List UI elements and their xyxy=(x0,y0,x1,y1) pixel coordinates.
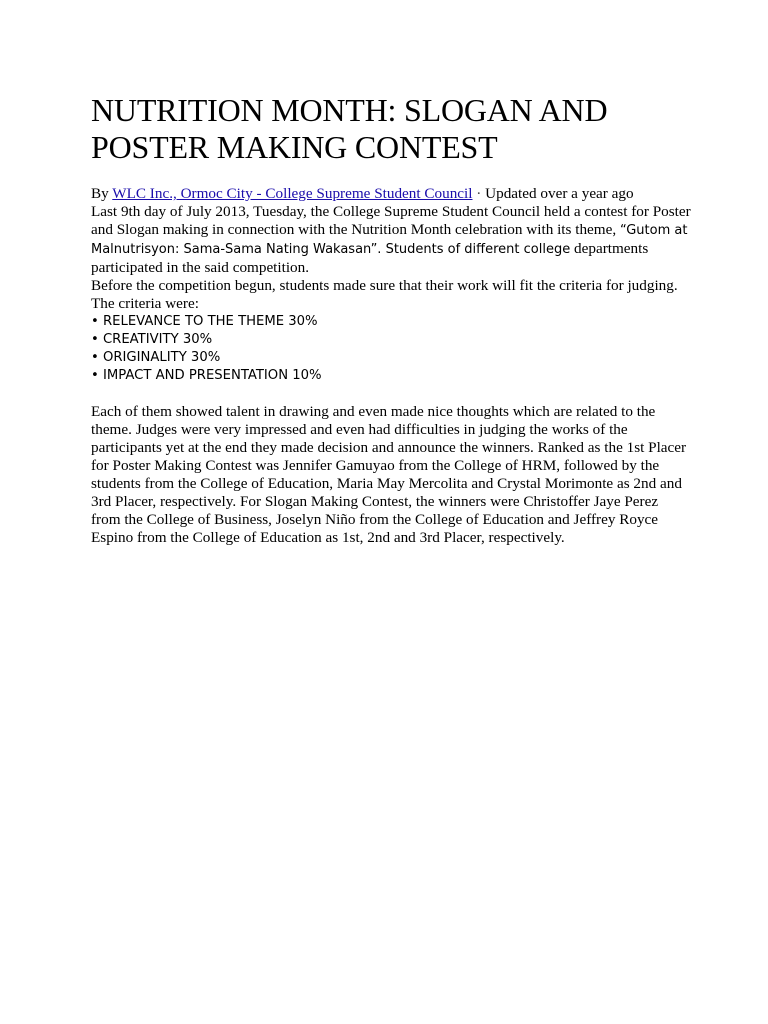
article-body xyxy=(91,185,691,547)
intro-continuation: departments participated in the said competition. xyxy=(91,240,649,276)
byline-prefix: By xyxy=(91,185,109,202)
author-link[interactable]: WLC Inc., Ormoc City - College Supreme Student Council xyxy=(112,185,473,202)
updated-text: Updated over a year ago xyxy=(485,185,634,202)
criteria-item: • CREATIVITY 30% xyxy=(91,332,213,347)
criteria-item: • IMPACT AND PRESENTATION 10% xyxy=(91,368,322,383)
article-title-line-2: POSTER MAKING CONTEST xyxy=(91,129,498,165)
criteria-intro: Before the competition begun, students made sure that their work will fit the criteria for judging. The criteria were: xyxy=(91,277,678,312)
theme-quote: “Gutom at Malnutrisyon: Sama-Sama Nating Wakasan”. Students of different college xyxy=(91,223,688,257)
closing-paragraph: Each of them showed talent in drawing and even made nice thoughts which are related to the theme. Judges were very impressed and even had difficulties in judging the works of the participants yet at the end they made decision and announce the winners. Ranked as the 1st Placer for Poster Making Contest was Jennifer Gamuyao from the College of HRM, followed by the students from the College of Education, Maria May Mercolita and Crystal Morimonte as 2nd and 3rd Placer, respectively. For Slogan Making Contest, the winners were Christoffer Jaye Perez from the College of Business, Joselyn Niño from the College of Education and Jeffrey Royce Espino from the College of Education as 1st, 2nd and 3rd Placer, respectively. xyxy=(91,403,687,546)
byline xyxy=(91,185,691,203)
criteria-list xyxy=(91,313,691,385)
article-title xyxy=(91,92,691,166)
criteria-item: • ORIGINALITY 30% xyxy=(91,350,221,365)
article-title-line-1: NUTRITION MONTH: SLOGAN AND xyxy=(91,92,608,128)
criteria-item: • RELEVANCE TO THE THEME 30% xyxy=(91,314,318,329)
article xyxy=(91,92,691,547)
intro-text: Last 9th day of July 2013, Tuesday, the College Supreme Student Council held a contest for Poster and Slogan making in connection with the Nutrition Month celebration with its theme, xyxy=(91,203,691,238)
byline-separator: · xyxy=(476,185,482,202)
paragraph-spacer xyxy=(91,385,691,403)
intro-paragraph xyxy=(91,203,691,277)
